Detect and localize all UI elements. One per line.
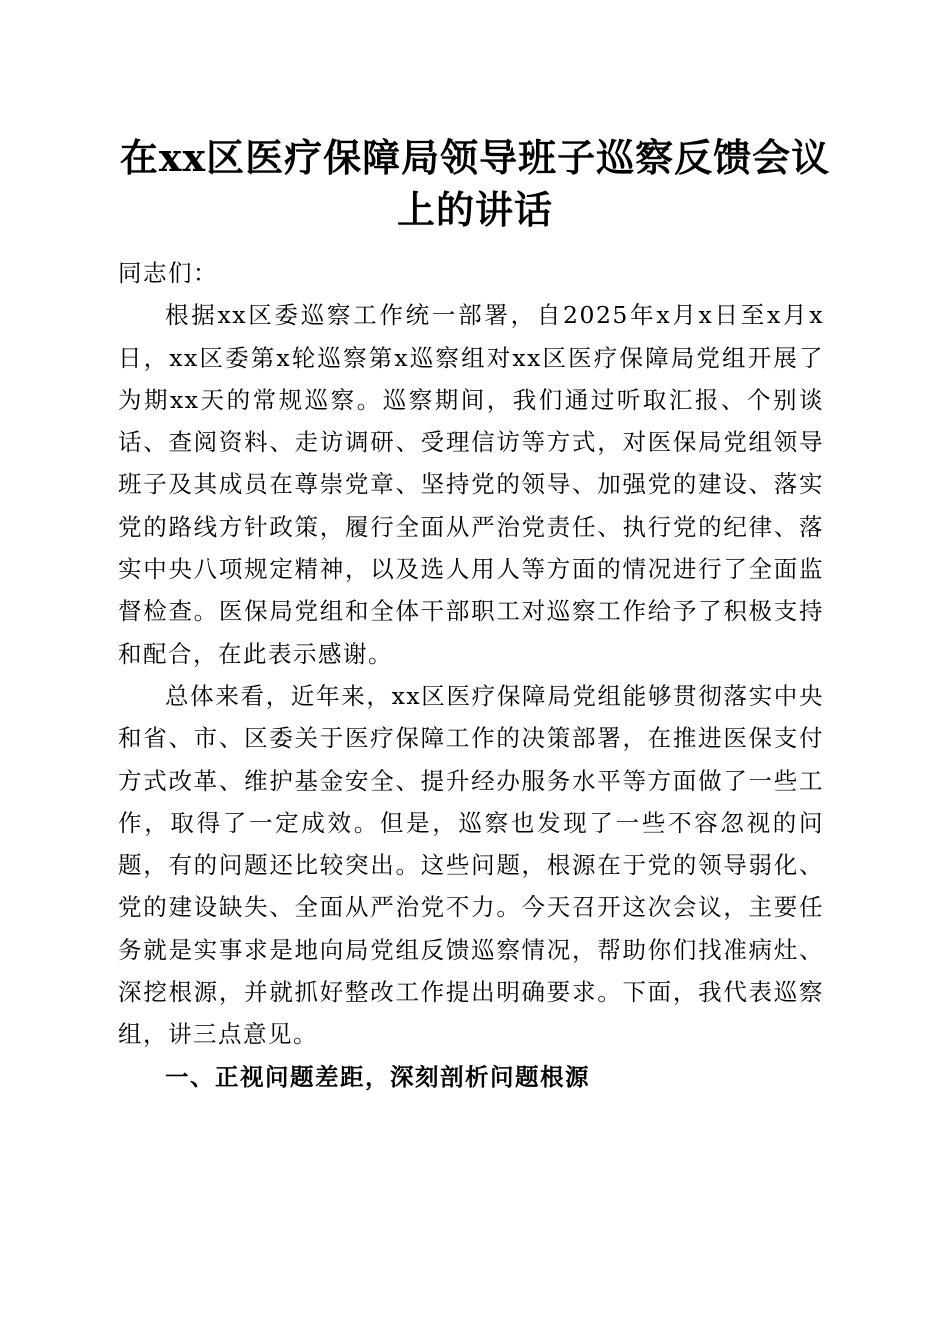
section-heading-1: 一、正视问题差距，深刻剖析问题根源: [165, 1062, 590, 1091]
paragraph-inspection-overview: 根据xx区委巡察工作统一部署，自2025年x月x日至x月x日，xx区委第x轮巡察第x巡察组对xx区医疗保障局党组开展了为期xx天的常规巡察。巡察期间，我们通过听取汇报、个别谈话、查阅资料、走访调研、受理信访等方式，对医保局党组领导班子及其成员在尊崇党章、坚持党的领导、加强党的建设、落实党的路线方针政策，履行全面从严治党责任、执行党的纪律、落实中央八项规定精神，以及选人用人等方面的情况进行了全面监督检查。医保局党组和全体干部职工对巡察工作给予了积极支持和配合，在此表示感谢。: [118, 301, 824, 668]
salutation: 同志们：: [118, 259, 218, 287]
paragraph-overall-assessment: 总体来看，近年来，xx区医疗保障局党组能够贯彻落实中央和省、市、区委关于医疗保障工作的决策部署，在推进医保支付方式改革、维护基金安全、提升经办服务水平等方面做了一些工作，取得了一定成效。但是，巡察也发现了一些不容忽视的问题，有的问题还比较突出。这些问题，根源在于党的领导弱化、党的建设缺失、全面从严治党不力。今天召开这次会议，主要任务就是实事求是地向局党组反馈巡察情况，帮助你们找准病灶、深挖根源，并就抓好整改工作提出明确要求。下面，我代表巡察组，讲三点意见。: [118, 681, 824, 1049]
document-body: [118, 252, 824, 1098]
document-title: 在xx区医疗保障局领导班子巡察反馈会议上的讲话: [119, 135, 831, 232]
